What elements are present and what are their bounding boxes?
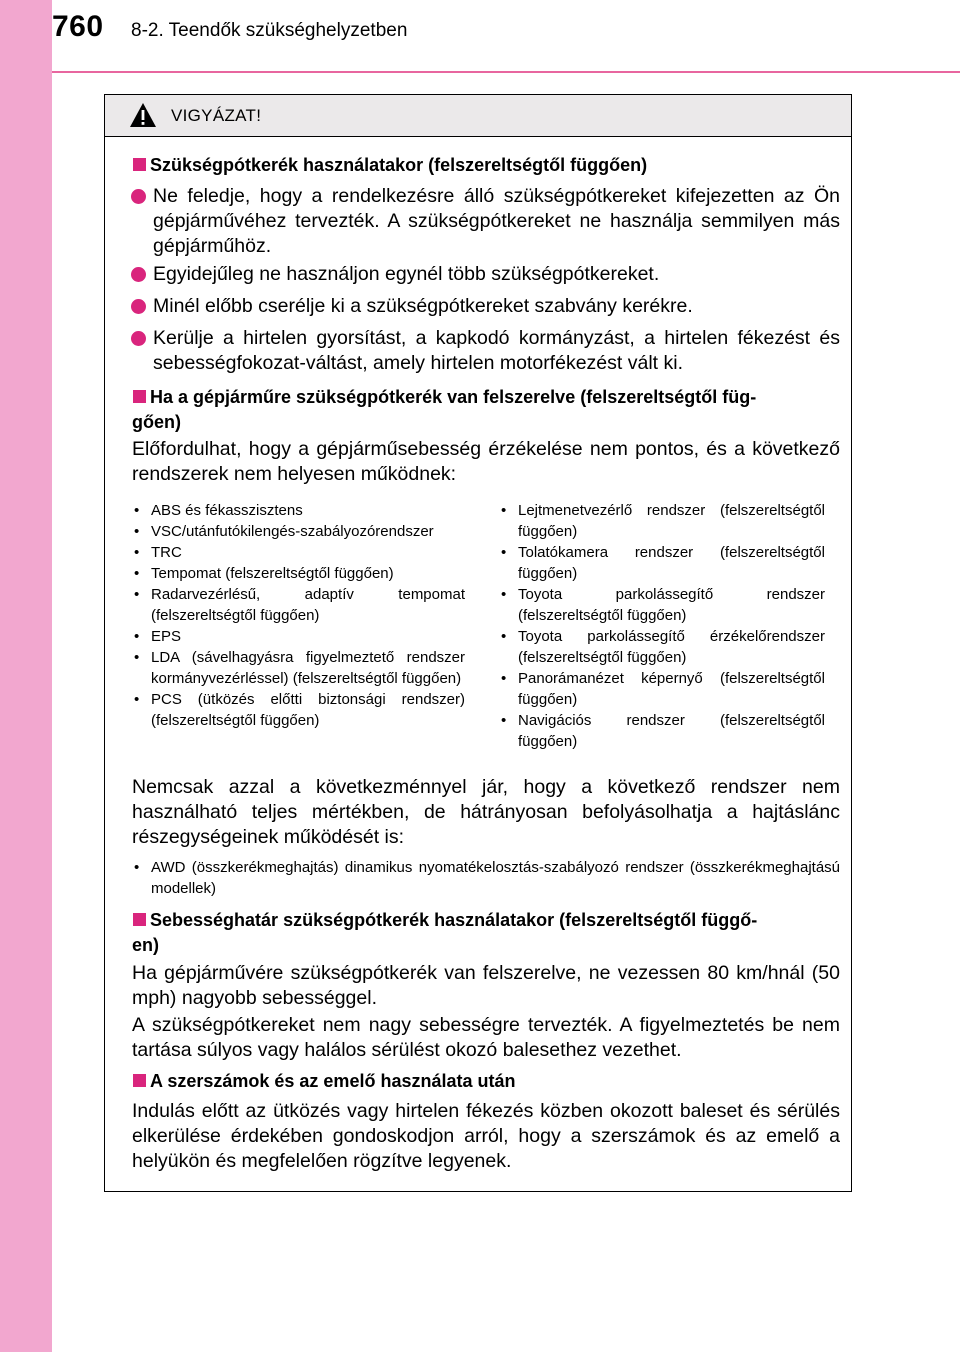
section-title-text: A szerszámok és az emelő használata után — [150, 1071, 516, 1091]
list-item: • Tolatókamera rendszer (felszereltségtől függően) — [497, 542, 825, 584]
list-item: • EPS — [130, 626, 465, 647]
section-title-text: Sebességhatár szükségpótkerék használatakor (felszereltségtől függő- — [150, 910, 758, 930]
affected-systems-list-left — [130, 500, 465, 731]
section-title-text-cont: gően) — [132, 412, 181, 432]
list-item: • PCS (ütközés előtti biztonsági rendszer) (felszereltségtől függően) — [130, 689, 465, 731]
section-title-text-cont: en) — [132, 935, 159, 955]
square-bullet-icon — [133, 913, 146, 926]
list-item: • Toyota parkolássegítő rendszer (felszereltségtől függően) — [497, 584, 825, 626]
side-color-band — [0, 0, 52, 1352]
warning-triangle-icon — [129, 102, 157, 128]
list-item: • TRC — [130, 542, 465, 563]
list-item — [131, 294, 840, 319]
section-title-text: Szükségpótkerék használatakor (felszereltségtől függően) — [150, 155, 648, 175]
affected-systems-list-right — [497, 500, 825, 752]
page-number: 760 — [52, 10, 104, 43]
list-item: • Lejtmenetvezérlő rendszer (felszereltségtől függően) — [497, 500, 825, 542]
paragraph: Előfordulhat, hogy a gépjárműsebesség érzékelése nem pontos, és a következő rendszerek nem helyesen működnek: — [132, 438, 840, 485]
section-title-text: Ha a gépjárműre szükségpótkerék van felszerelve (felszereltségtől füg- — [150, 387, 757, 407]
bullet-dot-icon — [131, 331, 146, 346]
list-item: • Panorámanézet képernyő (felszereltségtől függően) — [497, 668, 825, 710]
header-divider — [52, 71, 960, 73]
paragraph: A szükségpótkereket nem nagy sebességre tervezték. A figyelmeztetés be nem tartása súlyos vagy halálos sérülést okozó balesethez vezethet. — [132, 1014, 840, 1061]
bullet-text: Minél előbb cserélje ki a szükségpótkereket szabvány kerékre. — [153, 295, 693, 317]
list-item — [131, 184, 840, 259]
bullet-text: Ne feledje, hogy a rendelkezésre álló szükségpótkereket kifejezetten az Ön gépjárművéhez tervezték. A szükségpótkereket ne használja semmilyen más gépjárműhöz. — [153, 185, 840, 257]
paragraph: Nemcsak azzal a következménnyel jár, hogy a következő rendszer nem használható teljes mértékben, de hátrányosan befolyásolhatja a hajtáslánc részegységeinek működését is: — [132, 776, 840, 848]
bullet-dot-icon — [131, 299, 146, 314]
list-item: • Radarvezérlésű, adaptív tempomat (felszereltségtől függően) — [130, 584, 465, 626]
list-item: • LDA (sávelhagyásra figyelmeztető rendszer kormányvezérléssel) (felszereltségtől függően) — [130, 647, 465, 689]
list-item: • AWD (összkerékmeghajtás) dinamikus nyomatékelosztás-szabályozó rendszer (összkerékmeghajtású modellek) — [130, 857, 840, 899]
awd-list — [130, 857, 840, 899]
list-item: • VSC/utánfutókilengés-szabályozórendszer — [130, 521, 465, 542]
paragraph: Ha gépjárművére szükségpótkerék van felszerelve, ne vezessen 80 km/hnál (50 mph) nagyobb sebességgel. — [132, 962, 840, 1009]
paragraph: Indulás előtt az ütközés vagy hirtelen fékezés közben okozott baleset és sérülés elkerülése érdekében gondoskodjon arról, hogy a szerszámok és az emelő a helyükön és megfelelően rögzítve legyenek. — [132, 1100, 840, 1172]
warning-header — [105, 95, 851, 137]
square-bullet-icon — [133, 390, 146, 403]
warning-title: VIGYÁZAT! — [171, 106, 262, 125]
list-item: • Navigációs rendszer (felszereltségtől függően) — [497, 710, 825, 752]
bullet-dot-icon — [131, 267, 146, 282]
list-item: • Toyota parkolássegítő érzékelőrendszer (felszereltségtől függően) — [497, 626, 825, 668]
chapter-title: 8-2. Teendők szükséghelyzetben — [131, 20, 408, 41]
warning-box — [104, 94, 852, 1192]
list-item: • ABS és fékasszisztens — [130, 500, 465, 521]
list-item — [131, 262, 840, 287]
list-item: • Tempomat (felszereltségtől függően) — [130, 563, 465, 584]
bullet-dot-icon — [131, 189, 146, 204]
square-bullet-icon — [133, 158, 146, 171]
list-item — [131, 326, 840, 376]
square-bullet-icon — [133, 1074, 146, 1087]
bullet-text: Egyidejűleg ne használjon egynél több szükségpótkereket. — [153, 263, 660, 285]
bullet-text: Kerülje a hirtelen gyorsítást, a kapkodó kormányzást, a hirtelen fékezést és sebességfokozat-váltást, amely hirtelen motorfékezést vált ki. — [153, 327, 840, 374]
